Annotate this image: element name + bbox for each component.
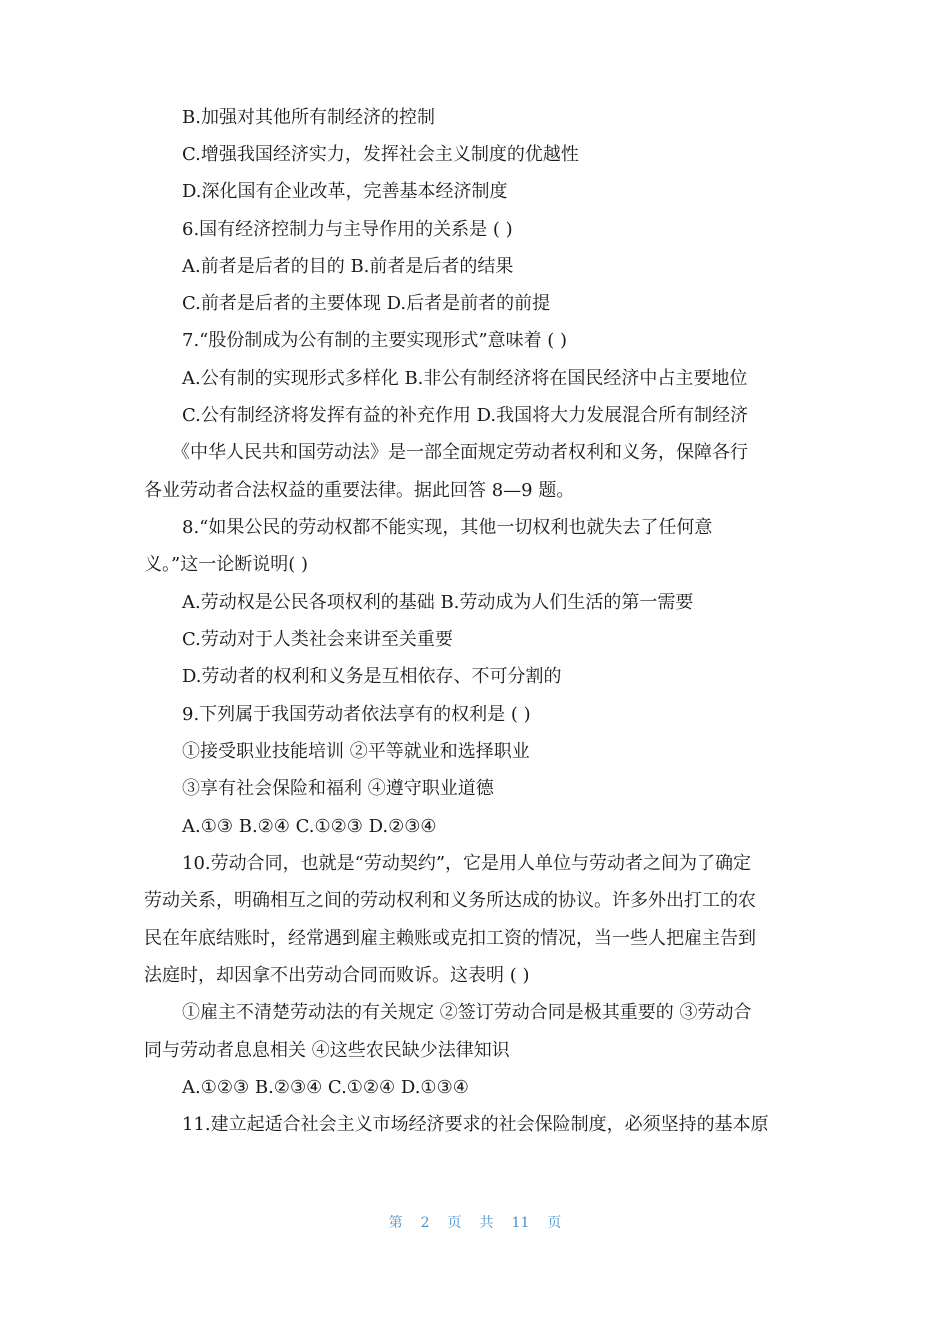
text-line: C.公有制经济将发挥有益的补充作用 D.我国将大力发展混合所有制经济 <box>182 405 749 426</box>
question-7: 7.“股份制成为公有制的主要实现形式”意味着 ( ) <box>182 330 568 351</box>
text-line: D.深化国有企业改革，完善基本经济制度 <box>182 181 508 202</box>
text-line: B.加强对其他所有制经济的控制 <box>182 107 435 128</box>
text-line: ③享有社会保险和福利 ④遵守职业道德 <box>182 778 494 799</box>
question-6: 6.国有经济控制力与主导作用的关系是 ( ) <box>182 219 513 240</box>
text-line: A.前者是后者的目的 B.前者是后者的结果 <box>182 256 514 277</box>
passage-text: 各业劳动者合法权益的重要法律。据此回答 8—9 题。 <box>144 480 575 501</box>
text-line: A.①③ B.②④ C.①②③ D.②③④ <box>182 816 437 837</box>
question-8: 8.“如果公民的劳动权都不能实现，其他一切权利也就失去了任何意 <box>182 517 713 538</box>
footer-word: 页 <box>547 1215 562 1231</box>
text-line: A.劳动权是公民各项权利的基础 B.劳动成为人们生活的第一需要 <box>182 592 694 613</box>
question-10: 10.劳动合同，也就是“劳动契约”，它是用人单位与劳动者之间为了确定 <box>182 853 752 874</box>
text-line: A.公有制的实现形式多样化 B.非公有制经济将在国民经济中占主要地位 <box>182 368 748 389</box>
text-line: C.增强我国经济实力，发挥社会主义制度的优越性 <box>182 144 579 165</box>
question-9: 9.下列属于我国劳动者依法享有的权利是 ( ) <box>182 704 531 725</box>
footer-word: 页 <box>447 1215 462 1231</box>
question-11: 11.建立起适合社会主义市场经济要求的社会保险制度，必须坚持的基本原 <box>182 1114 769 1135</box>
page-number: 2 <box>420 1215 430 1231</box>
passage-text: 《中华人民共和国劳动法》是一部全面规定劳动者权利和义务，保障各行 <box>172 442 748 463</box>
text-line: C.前者是后者的主要体现 D.后者是前者的前提 <box>182 293 551 314</box>
text-line: D.劳动者的权利和义务是互相依存、不可分割的 <box>182 666 562 687</box>
text-line: 法庭时，却因拿不出劳动合同而败诉。这表明 ( ) <box>144 965 530 986</box>
text-line: 劳动关系，明确相互之间的劳动权利和义务所达成的协议。许多外出打工的农 <box>144 890 756 911</box>
text-line: A.①②③ B.②③④ C.①②④ D.①③④ <box>182 1077 469 1098</box>
text-line: 民在年底结账时，经常遇到雇主赖账或克扣工资的情况，当一些人把雇主告到 <box>144 928 756 949</box>
footer-word: 共 <box>479 1215 494 1231</box>
page-footer <box>0 1212 950 1232</box>
text-line: C.劳动对于人类社会来讲至关重要 <box>182 629 453 650</box>
text-line: 同与劳动者息息相关 ④这些农民缺少法律知识 <box>144 1040 510 1061</box>
text-line: ①接受职业技能培训 ②平等就业和选择职业 <box>182 741 530 762</box>
total-pages: 11 <box>511 1215 530 1231</box>
text-line: ①雇主不清楚劳动法的有关规定 ②签订劳动合同是极其重要的 ③劳动合 <box>182 1002 752 1023</box>
text-line: 义。”这一论断说明( ) <box>144 554 308 575</box>
footer-word: 第 <box>388 1215 403 1231</box>
